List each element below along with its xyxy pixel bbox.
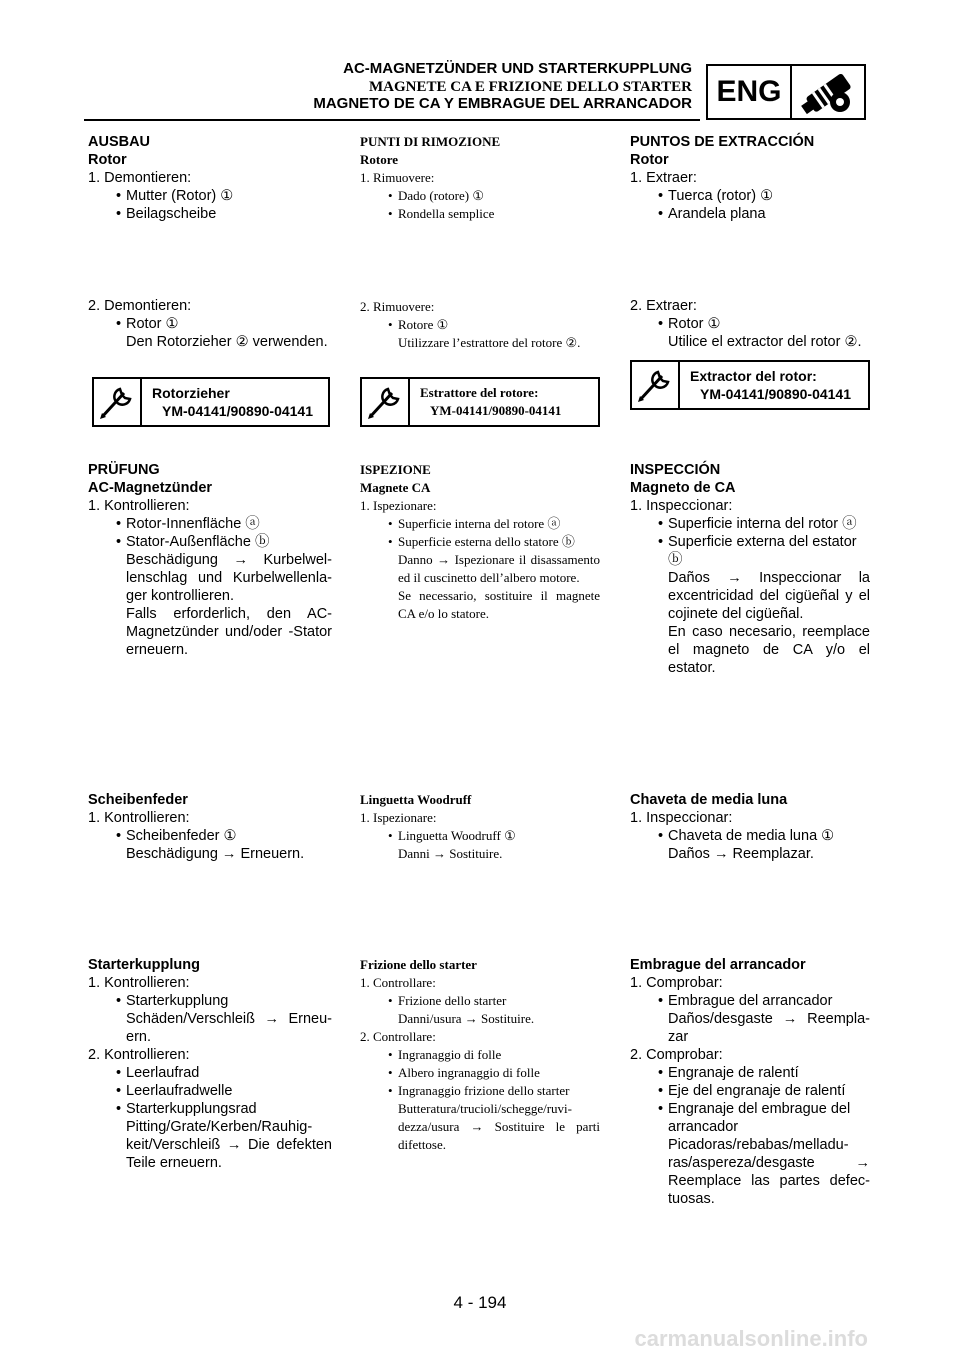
de-removal-subtitle: Rotor [88,152,127,168]
it-inspection-step1: 1. Ispezionare: [360,498,437,513]
it-removal-subtitle: Rotore [360,152,399,167]
section-tab-label: ENG [708,66,792,118]
es-starter-bullet3: • Eje del engranaje de ralentí [630,1082,870,1100]
it-starter-step1: 1. Controllare: [360,975,436,990]
it-starter-bullet3: • Albero ingranaggio di folle [360,1064,600,1082]
tool-icon [94,379,142,425]
de-starter-bullet2: • Leerlaufrad [88,1064,332,1082]
header-title-it: MAGNETE CA E FRIZIONE DELLO STARTER [368,79,692,95]
it-removal-bullet1: • Dado (rotore) ① [360,187,600,205]
es-removal-note: Utilice el extractor del rotor ②. [668,334,862,350]
de-starter-step1: 1. Kontrollieren: [88,975,190,991]
tool-icon [362,379,410,425]
de-inspection-bullet1: • Rotor-Innenfläche ⓐ [88,515,332,533]
es-starter-title: Embrague del arrancador [630,957,806,973]
it-inspection-note1: Danno → Ispezionare il disassamento ed il cuscinetto dell’albero motore. [398,552,600,585]
de-key-note: Beschädigung → Erneuern. [126,846,305,862]
de-starter-bullet3: • Leerlaufradwelle [88,1082,332,1100]
es-starter-step2: 2. Comprobar: [630,1047,723,1063]
es-key-title: Chaveta de media luna [630,792,788,808]
de-starter-bullet1: • Starterkupplung [88,992,332,1010]
it-tool-box [360,377,600,427]
es-starter-note1: Daños/desgaste → Reemplazar [668,1011,870,1045]
es-tool-part-number: YM-04141/90890-04141 [700,386,852,402]
it-tool-name: Estrattore del rotore: [420,385,539,400]
de-removal-bullet1: • Mutter (Rotor) ① [88,187,332,205]
es-key-note: Daños → Reemplazar. [668,846,814,862]
de-key-bullet1: • Scheibenfeder ① [88,827,332,845]
de-section-starter [88,956,332,1172]
es-section-key [630,791,870,863]
section-tab [706,64,866,120]
es-key-bullet1: • Chaveta de media luna ① [630,827,870,845]
wrench-bolt-icon [792,66,864,118]
de-inspection-note1: Beschädigung → Kurbelwellenschlag und Kurbelwellenlager kontrollieren. [126,552,332,604]
it-key-bullet1: • Linguetta Woodruff ① [360,827,600,845]
de-section-inspection [88,461,332,659]
es-section-removal [630,133,870,223]
de-removal-step2: 2. Demontieren: [88,298,192,314]
de-starter-step2: 2. Kontrollieren: [88,1047,190,1063]
it-starter-title: Frizione dello starter [360,957,477,972]
de-starter-note1: Schäden/Verschleiß → Erneuern. [126,1011,332,1045]
de-section-removal [88,133,332,223]
it-inspection-note2: Se necessario, sostituire il magnete CA e/o lo statore. [398,588,600,621]
it-removal-bullet2: • Rondella semplice [360,205,600,223]
es-removal-bullet2: • Arandela plana [630,205,870,223]
es-starter-bullet4: • Engranaje del embrague del arrancador [630,1100,870,1136]
it-removal-note: Utilizzare l’estrattore del rotore ②. [398,335,581,350]
es-tool-name: Extractor del rotor: [690,368,817,384]
de-removal-bullet2: • Beilagscheibe [88,205,332,223]
de-inspection-subtitle: AC-Magnetzünder [88,480,213,496]
es-removal-bullet1: • Tuerca (rotor) ① [630,187,870,205]
page-number: 4 - 194 [453,1293,507,1312]
it-starter-bullet1: • Frizione dello starter [360,992,600,1010]
de-inspection-step1: 1. Kontrollieren: [88,498,190,514]
es-removal-title: PUNTOS DE EXTRACCIÓN [630,134,815,150]
es-starter-note2: Picadoras/rebabas/melladuras/aspereza/desgaste → Reemplace las partes defectuosas. [668,1137,870,1207]
es-removal-step2: 2. Extraer: [630,298,697,314]
it-removal-step2: 2. Rimuovere: [360,299,435,314]
de-section-key [88,791,332,863]
tool-icon [632,362,680,408]
es-removal-subtitle: Rotor [630,152,669,168]
de-inspection-note2: Falls erforderlich, den AC-Magnetzünder und/oder -Stator erneuern. [126,606,332,658]
de-removal-note: Den Rotorzieher ② verwenden. [126,334,328,350]
it-section-key [360,791,600,863]
it-starter-note2: Butteratura/trucioli/schegge/ruvidezza/usura → Sostituire le parti difettose. [398,1101,600,1152]
it-starter-bullet2: • Ingranaggio di folle [360,1046,600,1064]
header-title-es: MAGNETO DE CA Y EMBRAGUE DEL ARRANCADOR [313,95,692,112]
es-tool-box [630,360,870,410]
de-key-step1: 1. Kontrollieren: [88,810,190,826]
es-inspection-subtitle: Magneto de CA [630,480,736,496]
de-inspection-title: PRÜFUNG [88,462,160,478]
es-inspection-bullet2: • Superficie externa del estator ⓑ [630,533,870,569]
it-inspection-title: ISPEZIONE [360,462,431,477]
it-removal-bullet3: • Rotore ① [360,316,600,334]
it-section-removal [360,133,600,223]
es-section-inspection [630,461,870,677]
de-removal-step1: 1. Demontieren: [88,170,192,186]
de-key-title: Scheibenfeder [88,792,188,808]
es-removal-bullet3: • Rotor ① [630,315,870,333]
header-rule [84,119,700,121]
de-tool-name: Rotorzieher [152,385,230,401]
de-starter-bullet4: • Starterkupplungsrad [88,1100,332,1118]
it-key-note: Danni → Sostituire. [398,846,503,861]
de-removal-title: AUSBAU [88,134,151,150]
es-inspection-note1: Daños → Inspeccionar la excentricidad del cigüeñal y el cojinete del cigüeñal. [668,570,870,622]
it-key-step1: 1. Ispezionare: [360,810,437,825]
it-starter-step2: 2. Controllare: [360,1029,436,1044]
de-inspection-bullet2: • Stator-Außenfläche ⓑ [88,533,332,551]
it-removal-step1: 1. Rimuovere: [360,170,435,185]
it-section-starter [360,956,600,1154]
es-starter-step1: 1. Comprobar: [630,975,723,991]
watermark: carmanualsonline.info [634,1326,868,1351]
es-inspection-step1: 1. Inspeccionar: [630,498,733,514]
it-inspection-bullet2: • Superficie esterna dello statore ⓑ [360,533,600,551]
es-inspection-note2: En caso necesario, reemplace el magneto de CA y/o el estator. [668,624,870,676]
es-inspection-title: INSPECCIÓN [630,462,721,478]
es-section-starter [630,956,870,1208]
es-starter-bullet2: • Engranaje de ralentí [630,1064,870,1082]
es-removal-step1: 1. Extraer: [630,170,697,186]
de-tool-part-number: YM-04141/90890-04141 [162,403,314,419]
de-starter-title: Starterkupplung [88,957,200,973]
it-section-removal-2 [360,298,600,352]
es-key-step1: 1. Inspeccionar: [630,810,733,826]
it-tool-part-number: YM-04141/90890-04141 [430,403,562,418]
header-title-de: AC-MAGNETZÜNDER UND STARTERKUPPLUNG [343,60,692,77]
es-section-removal-2 [630,297,870,351]
it-inspection-subtitle: Magnete CA [360,480,431,495]
de-removal-bullet3: • Rotor ① [88,315,332,333]
it-inspection-bullet1: • Superficie interna del rotore ⓐ [360,515,600,533]
it-starter-bullet4: • Ingranaggio frizione dello starter [360,1082,600,1100]
es-inspection-bullet1: • Superficie interna del rotor ⓐ [630,515,870,533]
de-section-removal-2 [88,297,332,351]
es-starter-bullet1: • Embrague del arrancador [630,992,870,1010]
it-key-title: Linguetta Woodruff [360,792,472,807]
it-section-inspection [360,461,600,623]
it-removal-title: PUNTI DI RIMOZIONE [360,134,501,149]
de-starter-note2: Pitting/Grate/Kerben/Rauhigkeit/Verschleiß → Die defekten Teile erneuern. [126,1119,332,1171]
it-starter-note1: Danni/usura → Sostituire. [398,1011,535,1026]
de-tool-box [92,377,330,427]
